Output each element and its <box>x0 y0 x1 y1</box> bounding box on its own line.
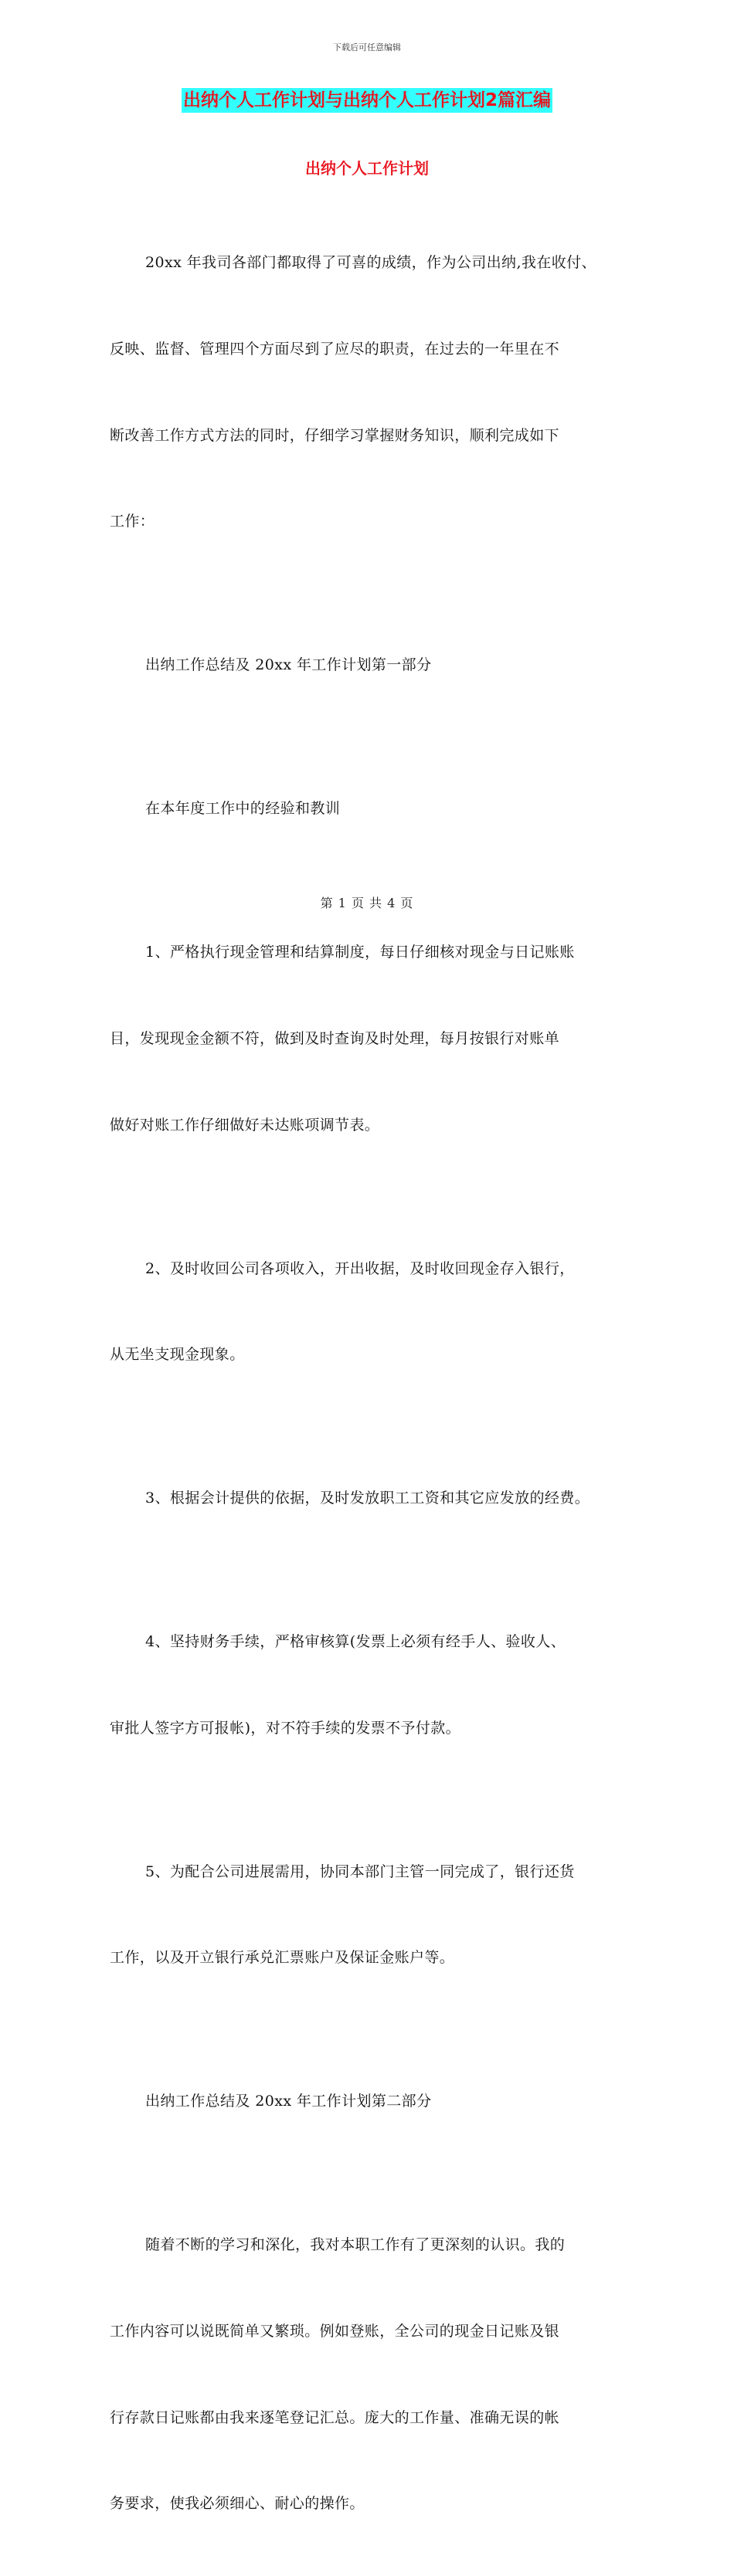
paragraph-line: 随着不断的学习和深化，我对本职工作有了更深刻的认识。我的 <box>145 2236 566 2254</box>
paragraph <box>110 1427 643 1571</box>
section-title: 出纳个人工作计划 <box>305 159 429 178</box>
paragraph <box>110 1800 643 2030</box>
paragraph-line: 做好对账工作仔细做好未达账项调节表。 <box>110 1116 380 1134</box>
paragraph <box>110 2174 643 2576</box>
paragraph-line: 3、根据会计提供的依据，及时发放职工工资和其它应发放的经费。 <box>145 1490 590 1507</box>
header-note: 下载后可任意编辑 <box>333 42 401 53</box>
paragraph-line: 2、及时收回公司各项收入，开出收据，及时收回现金存入银行， <box>145 1259 575 1277</box>
paragraph-line: 工作，以及开立银行承兑汇票账户及保证金账户等。 <box>110 1949 455 1967</box>
paragraph-line: 4、坚持财务手续，严格审核算(发票上必须有经手人、验收人、 <box>145 1633 566 1651</box>
page-footer: 第 1 页 共 4 页 <box>320 896 414 910</box>
paragraph <box>110 594 643 737</box>
paragraph <box>110 737 643 881</box>
paragraph-line: 1、严格执行现金管理和结算制度，每日仔细核对现金与日记账账 <box>145 944 575 961</box>
paragraph-line: 出纳工作总结及 20xx 年工作计划第一部分 <box>145 656 432 674</box>
paragraph <box>110 192 643 594</box>
paragraph <box>110 2030 643 2174</box>
paragraph-line: 出纳工作总结及 20xx 年工作计划第二部分 <box>145 2093 432 2110</box>
document-body <box>110 192 643 2576</box>
paragraph-line: 从无坐支现金现象。 <box>110 1346 245 1364</box>
paragraph-line: 在本年度工作中的经验和教训 <box>145 800 341 818</box>
paragraph-line: 工作： <box>110 513 155 530</box>
paragraph-line: 20xx 年我司各部门都取得了可喜的成绩，作为公司出纳,我在收付、 <box>145 254 596 272</box>
paragraph-line: 务要求，使我必须细心、耐心的操作。 <box>110 2495 365 2513</box>
paragraph-line: 行存款日记账都由我来逐笔登记汇总。庞大的工作量、准确无误的帐 <box>110 2408 560 2426</box>
paragraph-line: 审批人签字方可报帐)，对不符手续的发票不予付款。 <box>110 1719 461 1737</box>
paragraph <box>110 1197 643 1427</box>
main-title: 出纳个人工作计划与出纳个人工作计划2篇汇编 <box>182 88 552 113</box>
paragraph <box>110 1571 643 1801</box>
paragraph <box>110 881 643 1197</box>
paragraph-line: 反映、监督、管理四个方面尽到了应尽的职责，在过去的一年里在不 <box>110 341 560 358</box>
main-title-container <box>0 88 734 113</box>
paragraph-line: 目，发现现金金额不符，做到及时查询及时处理，每月按银行对账单 <box>110 1029 560 1047</box>
paragraph-line: 5、为配合公司进展需用，协同本部门主管一同完成了，银行还货 <box>145 1863 575 1880</box>
paragraph-line: 工作内容可以说既简单又繁琐。例如登账，全公司的现金日记账及银 <box>110 2323 560 2340</box>
paragraph-line: 断改善工作方式方法的同时，仔细学习掌握财务知识，顺利完成如下 <box>110 426 560 444</box>
